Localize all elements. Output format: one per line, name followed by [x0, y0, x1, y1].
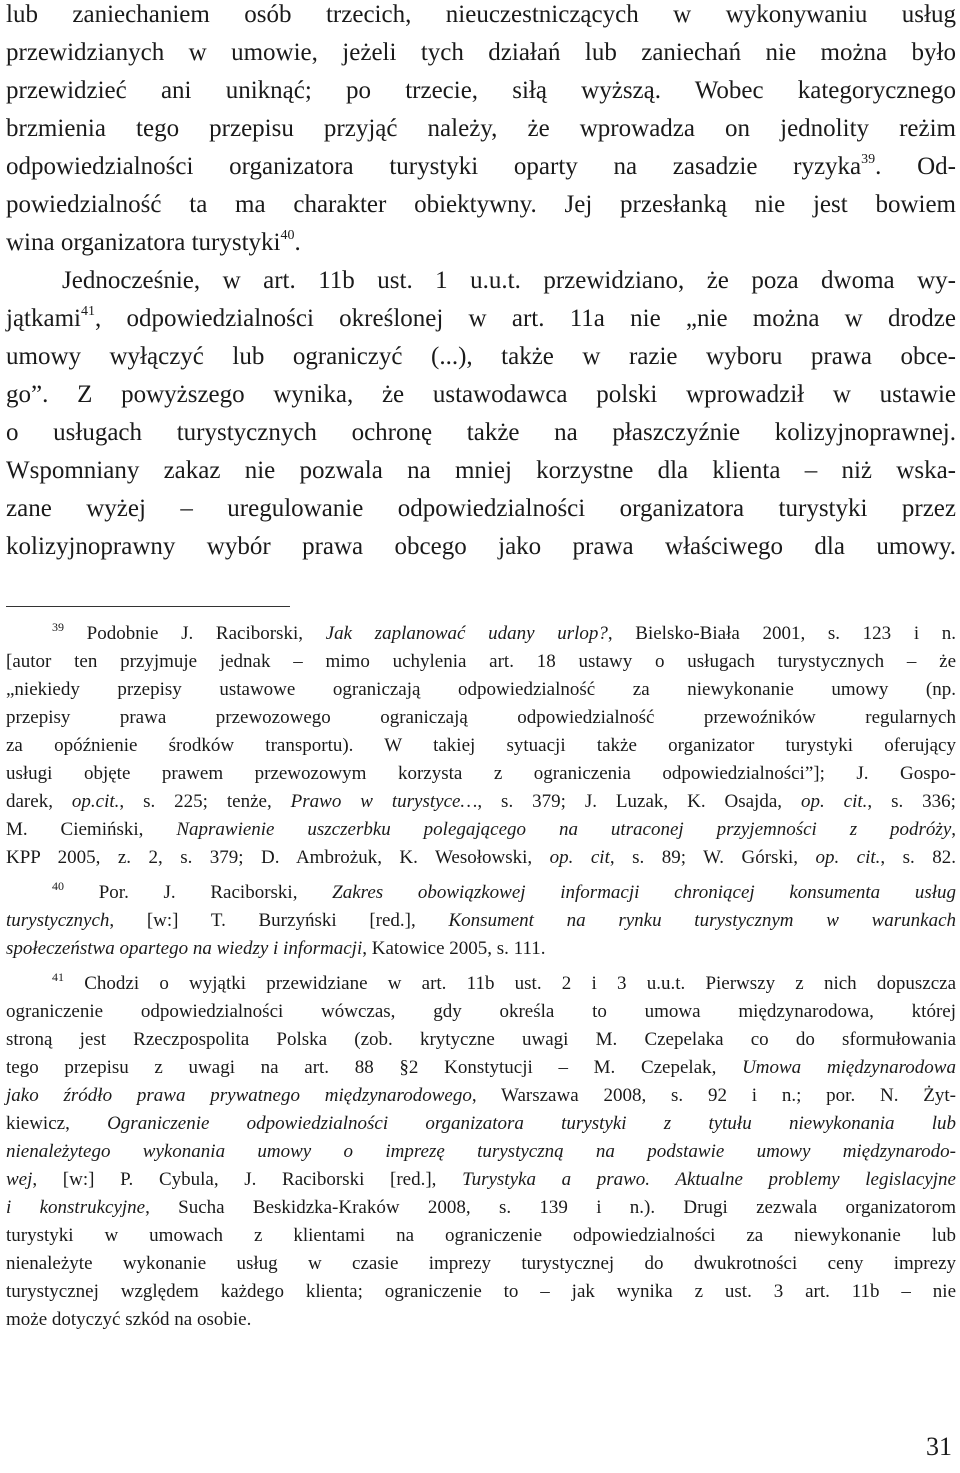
text-line: Wspomniany zakaz nie pozwala na mniej korzystne dla klienta – niż wska-: [6, 457, 956, 484]
footnote-line: [6, 788, 956, 816]
footnote-39: [52, 620, 956, 648]
footnote-line: [6, 907, 956, 935]
text-fragment: . Od-: [875, 153, 956, 180]
text-fragment: , odpowiedzialności określonej w art. 11a nie „nie można w drodze: [94, 305, 956, 332]
text-line: [6, 148, 956, 186]
text-fragment: KPP 2005, z. 2, s. 379; D. Ambrożuk, K. Wesołowski,: [6, 847, 550, 868]
text-line: kolizyjnoprawny wybór prawa obcego jako prawa właściwego dla umowy.: [6, 533, 956, 560]
footnote-line: [6, 844, 956, 872]
footnote-number: 40: [52, 879, 64, 893]
paragraph-start: Jednocześnie, w art. 11b ust. 1 u.u.t. przewidziano, że poza dwoma wy-: [62, 267, 956, 294]
cited-title: jako źródło prawa prywatnego międzynarodowego: [6, 1085, 472, 1106]
footnote-41: [52, 970, 956, 998]
footnote-line: turystycznej względem każdego klienta; ograniczenie to – jak wynika z ust. 3 art. 11b – nie: [6, 1281, 956, 1302]
footnote-line: usługi objęte prawem przewozowym korzysta z ograniczenia odpowiedzialności”]; J. Gospo-: [6, 763, 956, 784]
text-fragment: ,: [951, 819, 956, 840]
cited-title: Naprawienie uszczerbku polegającego na utraconej przyjemności z podróży: [176, 819, 952, 840]
footnote-line: [6, 935, 546, 963]
page-number: 31: [926, 1432, 952, 1461]
cited-title: turystycznych: [6, 910, 110, 931]
cited-title: Jak zaplanować udany urlop?: [325, 623, 608, 644]
footnote-separator: [6, 606, 290, 607]
cited-title: i konstrukcyjne: [6, 1197, 146, 1218]
footnote-line: nienależyte wykonanie usług w czasie imprezy turystycznej do dwukrotności ceny imprezy: [6, 1253, 956, 1274]
footnote-line: „niekiedy przepisy ustawowe ograniczają odpowiedzialność za niewykonanie umowy (np.: [6, 679, 956, 700]
footnote-line: turystyki w umowach z klientami na ograniczenie odpowiedzialności za niewykonanie lub: [6, 1225, 956, 1246]
footnote-line: [6, 1110, 956, 1138]
text-fragment: .: [294, 229, 301, 256]
text-line: powiedzialność ta ma charakter obiektywny. Jej przesłanką nie jest bowiem: [6, 191, 956, 218]
footnote-line: przepisy prawa przewozowego ograniczają odpowiedzialność przewoźników regularnych: [6, 707, 956, 728]
cited-title: społeczeństwa opartego na wiedzy i informacji: [6, 938, 363, 959]
text-fragment: M. Ciemiński,: [6, 819, 177, 840]
text-fragment: , s. 379; J. Luzak, K. Osajda,: [477, 791, 801, 812]
text-fragment: , s. 336;: [867, 791, 956, 812]
footnote-40: [52, 879, 956, 907]
footnote-ref-40[interactable]: 40: [280, 228, 295, 243]
text-fragment: Por. J. Raciborski,: [98, 882, 333, 903]
text-fragment: , Sucha Beskidzka-Kraków 2008, s. 139 i n.). Drugi zezwala organizatorom: [145, 1197, 956, 1218]
footnote-line: [6, 1194, 956, 1222]
text-fragment: , s. 82.: [880, 847, 956, 868]
text-fragment: jątkami: [6, 305, 81, 332]
text-line: go”. Z powyższego wynika, że ustawodawca polski wprowadził w ustawie: [6, 381, 956, 408]
text-fragment: odpowiedzialności organizatora turystyki oparty na zasadzie ryzyka: [6, 153, 862, 180]
text-line: przewidzieć ani uniknąć; po trzecie, siłą wyższą. Wobec kategorycznego: [6, 77, 956, 104]
text-fragment: tego przepisu z uwagi na art. 88 §2 Konstytucji – M. Czepelak,: [6, 1057, 743, 1078]
cited-title: wej: [6, 1169, 33, 1190]
text-line: [6, 224, 301, 262]
cited-title: Konsument na rynku turystycznym w warunkach: [448, 910, 956, 931]
footnote-line: ograniczenie odpowiedzialności wówczas, gdy określa to umowa międzynarodowa, której: [6, 1001, 956, 1022]
footnote-line: za opóźnienie środków transportu). W takiej sytuacji także organizator turystyki oferujący: [6, 735, 956, 756]
footnote-ref-41[interactable]: 41: [80, 304, 95, 319]
text-fragment: , Bielsko-Biała 2001, s. 123 i n.: [607, 623, 957, 644]
text-line: brzmienia tego przepisu przyjąć należy, że wprowadza on jednolity reżim: [6, 115, 956, 142]
cited-title: op.cit.: [71, 791, 120, 812]
text-fragment: , [w:] T. Burzyński [red.],: [109, 910, 449, 931]
text-line: przewidzianych w umowie, jeżeli tych działań lub zaniechań nie można było: [6, 39, 956, 66]
cited-title: Umowa międzynarodowa: [742, 1057, 956, 1078]
footnote-line: [6, 1054, 956, 1082]
text-line: lub zaniechaniem osób trzecich, nieuczestniczących w wykonywaniu usług: [6, 1, 956, 28]
text-line: o usługach turystycznych ochronę także na płaszczyźnie kolizyjnoprawnej.: [6, 419, 956, 446]
footnote-number: 41: [52, 970, 64, 984]
footnote-line: może dotyczyć szkód na osobie.: [6, 1309, 252, 1330]
text-fragment: Chodzi o wyjątki przewidziane w art. 11b ust. 2 i 3 u.u.t. Pierwszy z nich dopuszcza: [84, 973, 957, 994]
text-line: umowy wyłączyć lub ograniczyć (...), także w razie wyboru prawa obce-: [6, 343, 956, 370]
footnote-line: [autor ten przyjmuje jednak – mimo uchylenia art. 18 ustawy o usługach turystycznych – że: [6, 651, 956, 672]
footnote-line: [6, 1138, 956, 1166]
text-line: [6, 300, 956, 338]
text-fragment: wina organizatora turystyki: [6, 229, 281, 256]
cited-title: Ograniczenie odpowiedzialności organizatora turystyki z tytułu niewykonania lub: [107, 1113, 956, 1134]
cited-title: op. cit.: [815, 847, 881, 868]
cited-title: op. cit.: [800, 791, 868, 812]
footnote-line: stroną jest Rzeczpospolita Polska (zob. krytyczne uwagi M. Czepelaka co do sformułowania: [6, 1029, 956, 1050]
footnote-number: 39: [52, 620, 64, 634]
cited-title: op. cit: [549, 847, 610, 868]
text-fragment: darek,: [6, 791, 72, 812]
text-fragment: , Katowice 2005, s. 111.: [362, 938, 546, 959]
text-fragment: , Warszawa 2008, s. 92 i n.; por. N. Żyt-: [471, 1085, 956, 1106]
text-fragment: kiewicz,: [6, 1113, 108, 1134]
cited-title: Turystyka a prawo. Aktualne problemy legislacyjne: [462, 1169, 956, 1190]
text-fragment: , s. 225; tenże,: [119, 791, 291, 812]
cited-title: Zakres obowiązkowej informacji chroniącej konsumenta usług: [332, 882, 957, 903]
text-line: zane wyżej – uregulowanie odpowiedzialności organizatora turystyki przez: [6, 495, 956, 522]
footnote-ref-39[interactable]: 39: [861, 152, 876, 167]
text-fragment: , s. 89; W. Górski,: [609, 847, 816, 868]
cited-title: Prawo w turystyce…: [290, 791, 478, 812]
footnote-line: [6, 1166, 956, 1194]
cited-title: nienależytego wykonania umowy o imprezę turystyczną na podstawie umowy międzynarodo-: [6, 1141, 956, 1162]
footnote-line: [6, 1082, 956, 1110]
text-fragment: , [w:] P. Cybula, J. Raciborski [red.],: [32, 1169, 463, 1190]
footnote-line: [6, 816, 956, 844]
text-fragment: Podobnie J. Raciborski,: [86, 623, 326, 644]
